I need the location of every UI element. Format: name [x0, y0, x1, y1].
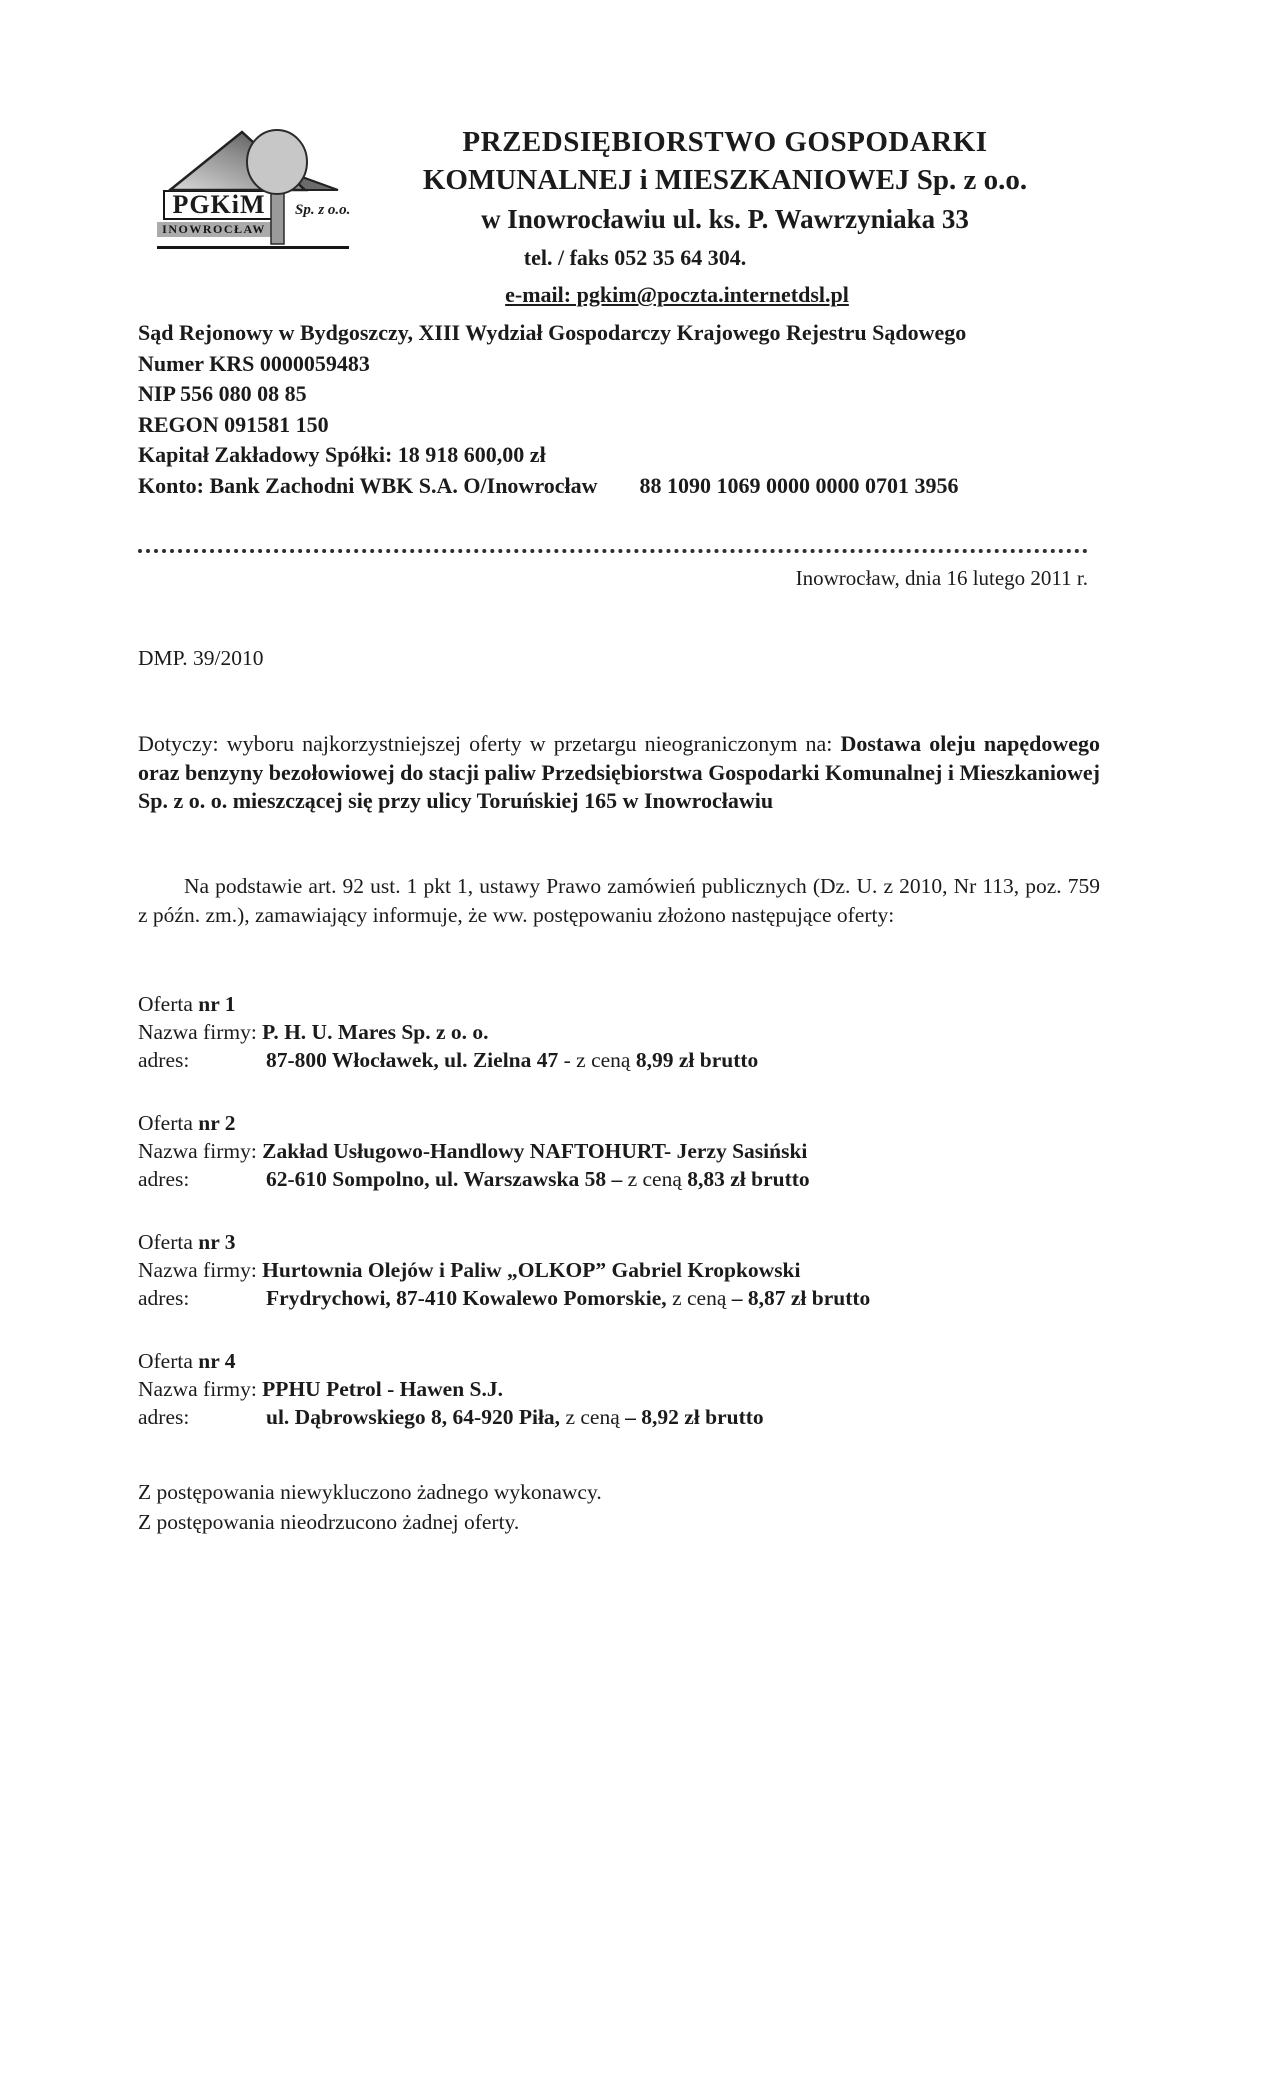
- address-value: [266, 1167, 810, 1191]
- offer-title: [138, 1109, 1138, 1137]
- address-value: [266, 1286, 870, 1310]
- email-line: e-mail: pgkim@poczta.internetdsl.pl: [505, 282, 849, 307]
- company-name-label: Nazwa firmy:: [138, 1139, 263, 1163]
- logo-city-label: INOWROCŁAW: [157, 222, 271, 237]
- offer-title-word: Oferta: [138, 1230, 199, 1254]
- subject-bold-text: Dostawa oleju napędowego oraz benzyny bezołowiowej do stacji paliw Przedsiębiorstwa Gospodarki Komunalnej i Mieszkaniowej Sp. z o. o. mieszczącej się przy ulicy Toruńskiej 165 w Inowrocławiu: [138, 731, 1100, 813]
- subject-prefix: Dotyczy: wyboru najkorzystniejszej oferty w przetargu nieograniczonym na:: [138, 731, 841, 756]
- offer-title: [138, 1347, 1138, 1375]
- price-bold: 8,83 zł brutto: [687, 1167, 810, 1191]
- offer-address-row: [138, 1403, 1138, 1431]
- offer-title-word: Oferta: [138, 1111, 199, 1135]
- registry-regon-line: REGON 091581 150: [138, 411, 329, 437]
- offer-address-row: [138, 1046, 1138, 1074]
- price-bold: – 8,87 zł brutto: [731, 1286, 871, 1310]
- logo-company-type: Sp. z o.o.: [295, 202, 351, 218]
- registry-capital-line: Kapitał Zakładowy Spółki: 18 918 600,00 zł: [138, 442, 546, 467]
- address-bold: ul. Dąbrowskiego 8, 64-920 Piła,: [266, 1405, 561, 1429]
- company-name-line2: KOMUNALNEJ i MIESZKANIOWEJ Sp. z o.o.: [422, 164, 1028, 196]
- offer-number: nr 4: [198, 1349, 236, 1373]
- offer-company-row: [138, 1375, 1138, 1403]
- company-name: PPHU Petrol - Hawen S.J.: [262, 1377, 504, 1401]
- dotted-divider: [138, 549, 1088, 553]
- company-name: Hurtownia Olejów i Paliw „OLKOP” Gabriel Kropkowski: [262, 1258, 801, 1282]
- address-mid: z ceną: [622, 1167, 688, 1191]
- offer-title: [138, 990, 1138, 1018]
- offer-title-word: Oferta: [138, 992, 199, 1016]
- company-address-line: w Inowrocławiu ul. ks. P. Wawrzyniaka 33: [481, 204, 969, 234]
- offer-company-row: [138, 1256, 1138, 1284]
- offer-block-2: [138, 1109, 1138, 1193]
- offer-block-3: [138, 1228, 1138, 1312]
- address-bold: Frydrychowi, 87-410 Kowalewo Pomorskie,: [266, 1286, 667, 1310]
- company-name-label: Nazwa firmy:: [138, 1020, 263, 1044]
- company-name: Zakład Usługowo-Handlowy NAFTOHURT- Jerzy Sasiński: [262, 1139, 808, 1163]
- phone-fax-line: tel. / faks 052 35 64 304.: [523, 245, 747, 270]
- body-paragraph: Na podstawie art. 92 ust. 1 pkt 1, ustawy Prawo zamówień publicznych (Dz. U. z 2010, Nr 113, poz. 759 z późn. zm.), zamawiający informuje, że ww. postępowaniu złożono następujące oferty:: [138, 874, 1100, 927]
- address-label: adres:: [138, 1167, 190, 1191]
- company-name-label: Nazwa firmy:: [138, 1377, 263, 1401]
- offers-section: [138, 990, 1138, 1466]
- bank-account-label: Konto: Bank Zachodni WBK S.A. O/Inowrocław: [138, 472, 598, 498]
- bank-account-number: 88 1090 1069 0000 0000 0701 3956: [639, 472, 959, 498]
- reference-number: DMP. 39/2010: [138, 646, 264, 670]
- offer-company-row: [138, 1137, 1138, 1165]
- offer-block-4: [138, 1347, 1138, 1431]
- company-name-line1: PRZEDSIĘBIORSTWO GOSPODARKI: [462, 126, 988, 158]
- offer-number: nr 1: [198, 992, 236, 1016]
- address-mid: - z ceną: [558, 1048, 636, 1072]
- offer-block-1: [138, 990, 1138, 1074]
- price-bold: 8,99 zł brutto: [635, 1048, 759, 1072]
- address-value: [266, 1048, 758, 1072]
- address-mid: z ceną: [666, 1286, 732, 1310]
- closing-section: [138, 1477, 602, 1537]
- offer-address-row: [138, 1165, 1138, 1193]
- closing-line-2: Z postępowania nieodrzucono żadnej oferty.: [138, 1510, 520, 1534]
- address-mid: z ceną: [560, 1405, 626, 1429]
- offer-number: nr 2: [198, 1111, 236, 1135]
- letterhead: [330, 124, 1120, 314]
- registry-krs-line: Numer KRS 0000059483: [138, 350, 370, 376]
- company-name-label: Nazwa firmy:: [138, 1258, 263, 1282]
- registry-info: [138, 318, 1138, 501]
- address-bold: 62-610 Sompolno, ul. Warszawska 58 –: [266, 1167, 623, 1191]
- offer-number: nr 3: [198, 1230, 236, 1254]
- registry-court-line: Sąd Rejonowy w Bydgoszczy, XIII Wydział Gospodarczy Krajowego Rejestru Sądowego: [138, 320, 967, 345]
- bank-account-line: [138, 471, 1138, 502]
- address-bold: 87-800 Włocławek, ul. Zielna 47: [266, 1048, 559, 1072]
- logo-acronym: PGKiM: [163, 190, 275, 220]
- price-bold: – 8,92 zł brutto: [625, 1405, 764, 1429]
- offer-title-word: Oferta: [138, 1349, 199, 1373]
- offer-address-row: [138, 1284, 1138, 1312]
- company-name: P. H. U. Mares Sp. z o. o.: [262, 1020, 489, 1044]
- offer-company-row: [138, 1018, 1138, 1046]
- subject-paragraph: [138, 730, 1100, 816]
- address-label: adres:: [138, 1286, 190, 1310]
- registry-nip-line: NIP 556 080 08 85: [138, 381, 307, 406]
- dateline: Inowrocław, dnia 16 lutego 2011 r.: [795, 566, 1088, 590]
- address-value: [266, 1405, 764, 1429]
- closing-line-1: Z postępowania niewykluczono żadnego wykonawcy.: [138, 1480, 602, 1504]
- offer-title: [138, 1228, 1138, 1256]
- address-label: adres:: [138, 1405, 190, 1429]
- address-label: adres:: [138, 1048, 190, 1072]
